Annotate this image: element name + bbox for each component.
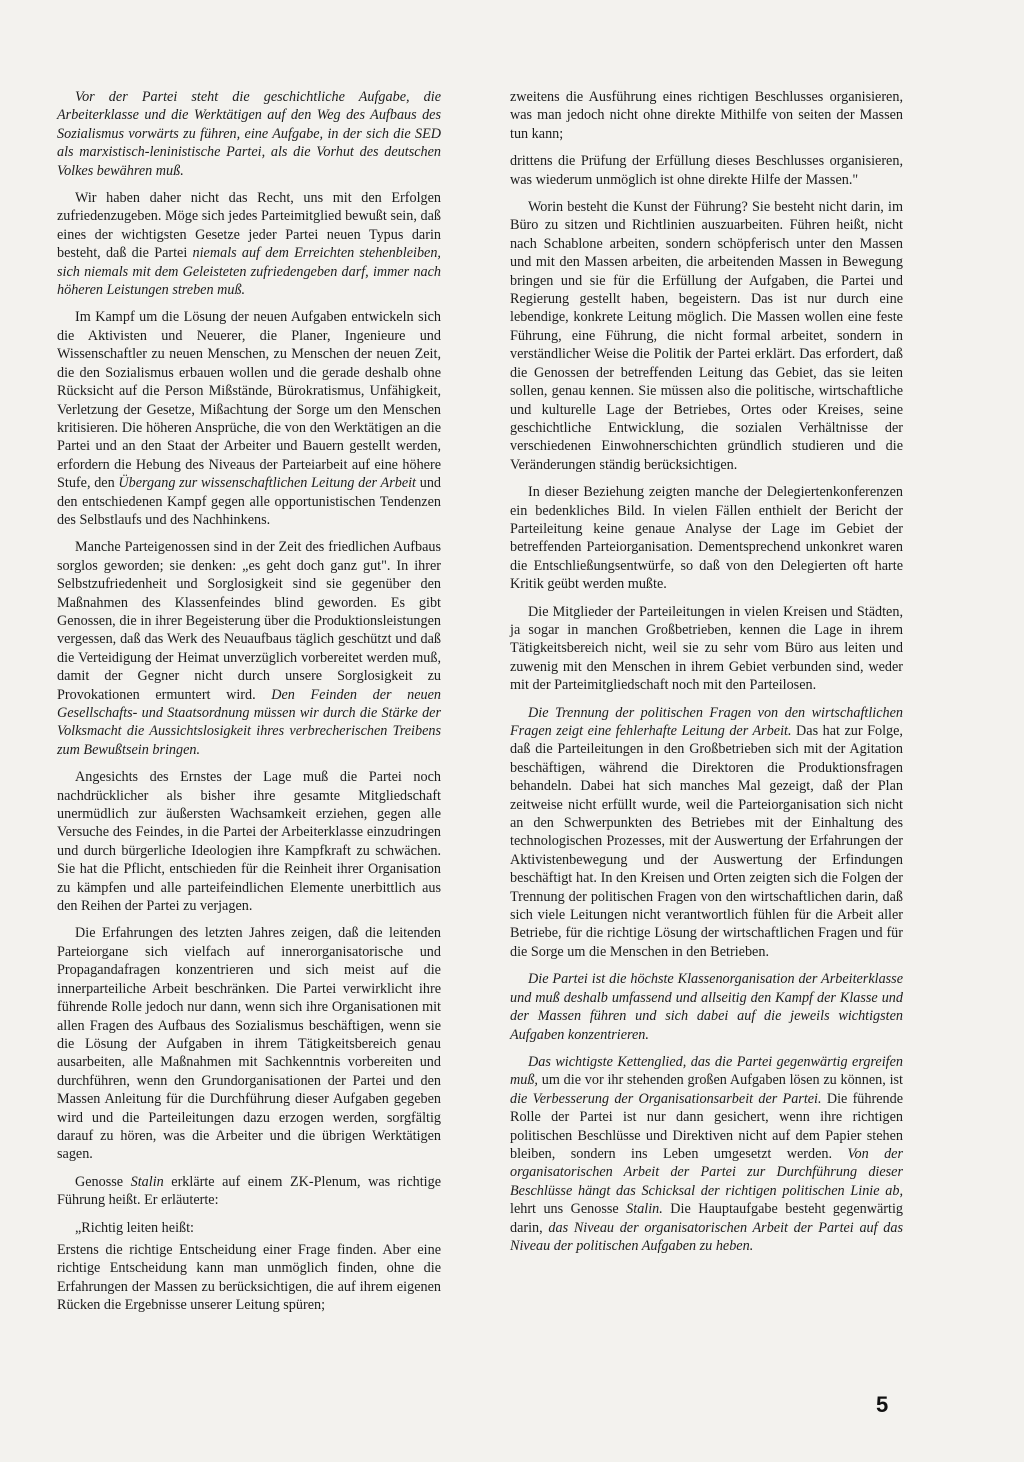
text-run: um die vor ihr stehenden großen Aufgaben lösen zu können, ist — [537, 1072, 903, 1089]
right-column-paragraph — [510, 88, 903, 143]
left-column-paragraph — [57, 1173, 441, 1210]
left-column-paragraph — [57, 308, 441, 529]
left-column-paragraph — [57, 189, 441, 299]
right-column-paragraph — [510, 1053, 903, 1255]
left-column-paragraph — [57, 88, 441, 180]
left-column-paragraph — [57, 924, 441, 1163]
right-column-paragraph — [510, 704, 903, 962]
left-column-paragraph — [57, 538, 441, 759]
emphasized-text: Stalin — [130, 1173, 164, 1190]
text-run: Die führende Rolle der Partei ist nur dann gesichert, wenn ihre richtigen politischen Beschlüsse und Direktiven nicht auf dem Papier stehen bleiben, sondern ins Leben umgesetzt werden. — [510, 1090, 903, 1162]
text-run: Die Erfahrungen des letzten Jahres zeigen, daß die leitenden Parteiorgane sich vielfach auf innerorganisatorische und Propagandafragen konzentrieren und sich meist auf die innerparteiliche Arbeit beschränken. Die Partei verwirklicht ihre führende Rolle jedoch nur dann, wenn sich ihre Organisationen mit allen Fragen des Aufbaus des Sozialismus beschäftigen, wenn sie die Lösung der Aufgaben in ihrem Tätigkeitsbereich genau ausarbeiten, alle Maßnahmen mit Sachkenntnis vorbereiten und durchführen, wenn den Grundorganisationen der Partei und den Massen Anleitung für die Durchführung dieser Aufgaben gegeben wird und die Parteileitungen dazu erzogen werden, sorgfältig darauf zu hören, was die Arbeiter und die übrigen Werktätigen sagen. — [57, 925, 441, 1163]
text-run: Das hat zur Folge, daß die Parteileitungen in den Großbetrieben sich mit der Agitation beschäftigen, während die Direktoren die Produktionsfragen behandeln. Dabei hat sich manches Mal gezeigt, daß der Plan zeitweise nicht erfüllt wurde, weil die Parteiorganisation sich nicht an den Schwerpunkten des Betriebes mit der Einhaltung des technologischen Prozesses, mit der Auswertung der Erfahrungen der Aktivistenbewegung und der Auswertung der Erfindungen beschäftigt hat. In den Kreisen und Orten zeigten sich die Folgen der Trennung der politischen Fragen von den wirtschaftlichen darin, daß sich viele Leitungen nicht verantwortlich fühlen für die Arbeit aller Betriebe, für die richtige Lösung der wirtschaftlichen Fragen und für die Sorge um die Menschen in den Betrieben. — [510, 723, 903, 960]
text-run: Worin besteht die Kunst der Führung? Sie besteht nicht darin, im Büro zu sitzen und Richtlinien auszuarbeiten. Führen heißt, nicht nach Schablone arbeiten, sondern schöpferisch unter den Massen und mit den Massen arbeiten, die arbeitenden Massen in Bewegung bringen und sie für die Erfüllung der Aufgaben, die Partei und Regierung gestellt haben, begeistern. Das ist nur durch eine lebendige, konkrete Leitung möglich. Die Massen wollen eine feste Führung, eine Führung, die nicht formal arbeitet, sondern in verständlicher Weise die Politik der Partei erklärt. Das erfordert, daß die Genossen der betreffenden Leitung das Gebiet, das sie leiten sollen, genau kennen. Sie müssen also die politische, wirtschaftliche und kulturelle Lage der Betriebes, Ortes oder Kreises, seine geschichtliche Entwicklung, die sozialen Verhältnisse der verschiedenen Einwohnerschichten gründlich studieren und die Veränderungen ständig berücksichtigen. — [510, 199, 903, 473]
text-run: erklärte auf einem ZK-Plenum, was richtige Führung heißt. Er erläuterte: — [57, 1173, 442, 1209]
text-run: Die Mitglieder der Parteileitungen in vielen Kreisen und Städten, ja sogar in manchen Großbetrieben, kennen die Lage in ihrem Tätigkeitsbereich nicht, weil sie zu sehr vom Büro aus leiten und zuwenig mit den Menschen in ihrem Gebiet verbunden sind, weder mit der Parteimitgliedschaft noch mit den Parteilosen. — [510, 603, 903, 694]
text-run: Die Hauptaufgabe besteht gegenwärtig darin, — [510, 1201, 903, 1236]
right-column-paragraph — [510, 152, 903, 189]
text-run: lehrt uns Genosse — [510, 1201, 627, 1218]
emphasized-text: Stalin. — [626, 1201, 663, 1218]
emphasized-text: Die Partei ist die höchste Klassenorganisation der Arbeiterklasse und muß deshalb umfassend und allseitig den Kampf der Klasse und der Massen führen und sich dabei auf die jeweils wichtigsten Aufgaben konzentrieren. — [510, 971, 903, 1043]
right-column-paragraph — [510, 603, 903, 695]
right-column — [510, 88, 903, 1264]
emphasized-text: Den Feinden der neuen Gesellschafts- und Staatsordnung müssen wir durch die Stärke der Volksmacht die Aussichtslosigkeit ihres verbrecherischen Treibens zum Bewußtsein bringen. — [57, 686, 441, 758]
right-column-paragraph — [510, 483, 903, 593]
text-run: zweitens die Ausführung eines richtigen Beschlusses organisieren, was man jedoch nicht ohne direkte Mithilfe von seiten der Massen tun kann; — [510, 89, 903, 142]
emphasized-text: Vor der Partei steht die geschichtliche Aufgabe, die Arbeiterklasse und die Werktätigen auf den Weg des Aufbaus des Sozialismus vorwärts zu führen, eine Aufgabe, in der sich die SED als marxistisch-leninistische Partei, als die Vorhut des deutschen Volkes bewähren muß. — [57, 89, 441, 179]
page-number: 5 — [876, 1392, 889, 1417]
emphasized-text: das Niveau der organisatorischen Arbeit der Partei auf das Niveau der politischen Aufgaben zu heben. — [510, 1219, 903, 1254]
text-run: Erstens die richtige Entscheidung einer Frage finden. Aber eine richtige Entscheidung kann man unmöglich finden, ohne die Erfahrungen der Massen zu berücksichtigen, die auf ihrem eigenen Rücken die Ergebnisse unserer Leitung spüren; — [57, 1241, 441, 1314]
text-run: Genosse — [75, 1173, 131, 1190]
emphasized-text: Die Trennung der politischen Fragen von den wirtschaftlichen Fragen zeigt eine fehlerhafte Leitung der Arbeit. — [510, 704, 903, 739]
emphasized-text: Das wichtigste Kettenglied, das die Partei gegenwärtig ergreifen muß, — [510, 1053, 903, 1089]
emphasized-text: niemals auf dem Erreichten stehenbleiben, sich niemals mit dem Geleisteten zufriedengeben darf, immer nach höheren Leistungen streben muß. — [57, 245, 441, 299]
left-column-paragraph — [57, 768, 441, 915]
right-column-paragraph — [510, 970, 903, 1044]
text-run: und den entschiedenen Kampf gegen alle opportunistischen Tendenzen des Selbstlaufs und des Nachhinkens. — [57, 475, 442, 528]
text-run: Manche Parteigenossen sind in der Zeit des friedlichen Aufbaus sorglos geworden; sie denken: „es geht doch ganz gut". In ihrer Selbstzufriedenheit und Sorglosigkeit sind sie gegenüber den Maßnahmen des Klassenfeindes blind geworden. Es gibt Genossen, die in ihrer Begeisterung über die Produktionsleistungen vergessen, daß das Werk des Neuaufbaus täglich geschützt und daß die Verteidigung der Heimat unverzüglich vorbereitet werden muß, damit der Gegner nicht durch unsere Sorglosigkeit zu Provokationen ermuntert wird. — [57, 539, 441, 703]
text-run: Angesichts des Ernstes der Lage muß die Partei noch nachdrücklicher als bisher ihre gesamte Mitgliedschaft unermüdlich zur äußersten Wachsamkeit erziehen, gegen alle Versuche des Feindes, in die Partei der Arbeiterklasse einzudringen und durch bürgerliche Ideologien ihre Kampfkraft zu schwächen. Sie hat die Pflicht, entschieden für die Reinheit ihrer Organisation zu kämpfen und alle parteifeindlichen Elemente unerbittlich aus den Reihen der Partei zu verjagen. — [57, 769, 441, 915]
left-column — [57, 88, 441, 1324]
left-column-paragraph — [57, 1219, 441, 1237]
text-run: Im Kampf um die Lösung der neuen Aufgaben entwickeln sich die Aktivisten und Neuerer, die Planer, Ingenieure und Wissenschaftler zu neuen Menschen, zu Menschen der neuen Zeit, die den Sozialismus erbauen wollen und die gerade deshalb ohne Rücksicht auf die Person Mißstände, Bürokratismus, Unfähigkeit, Verletzung der Gesetze, Mißachtung der Sorge um den Menschen kritisieren. Die höheren Ansprüche, die von den Werktätigen an die Partei und an den Staat der Arbeiter und Bauern gestellt werden, erfordern die Hebung des Niveaus der Parteiarbeit auf eine höhere Stufe, den — [57, 309, 441, 492]
text-run: In dieser Beziehung zeigten manche der Delegiertenkonferenzen ein bedenkliches Bild. In vielen Fällen enthielt der Bericht der Parteileitung keine genaue Analyse der Lage im Gebiet der betreffenden Parteiorganisation. Dementsprechend unkonkret waren die Entschließungsentwürfe, so daß von den Delegierten oft harte Kritik geübt werden mußte. — [510, 484, 903, 593]
emphasized-text: die Verbesserung der Organisationsarbeit der Partei. — [510, 1090, 822, 1107]
emphasized-text: Von der organisatorischen Arbeit der Partei zur Durchführung dieser Beschlüsse hängt das Schicksal der richtigen politischen Linie ab, — [510, 1145, 903, 1199]
left-column-paragraph — [57, 1241, 441, 1315]
text-run: drittens die Prüfung der Erfüllung dieses Beschlusses organisieren, was wiederum unmöglich ist ohne direkte Hilfe der Massen." — [510, 153, 903, 188]
text-run: Wir haben daher nicht das Recht, uns mit den Erfolgen zufriedenzugeben. Möge sich jedes Parteimitglied bewußt sein, daß eines der wichtigsten Gesetze jeder Partei neuen Typus darin besteht, daß die Partei — [57, 190, 441, 262]
emphasized-text: Übergang zur wissenschaftlichen Leitung der Arbeit — [118, 475, 417, 492]
text-run: „Richtig leiten heißt: — [75, 1219, 194, 1236]
right-column-paragraph — [510, 198, 903, 474]
